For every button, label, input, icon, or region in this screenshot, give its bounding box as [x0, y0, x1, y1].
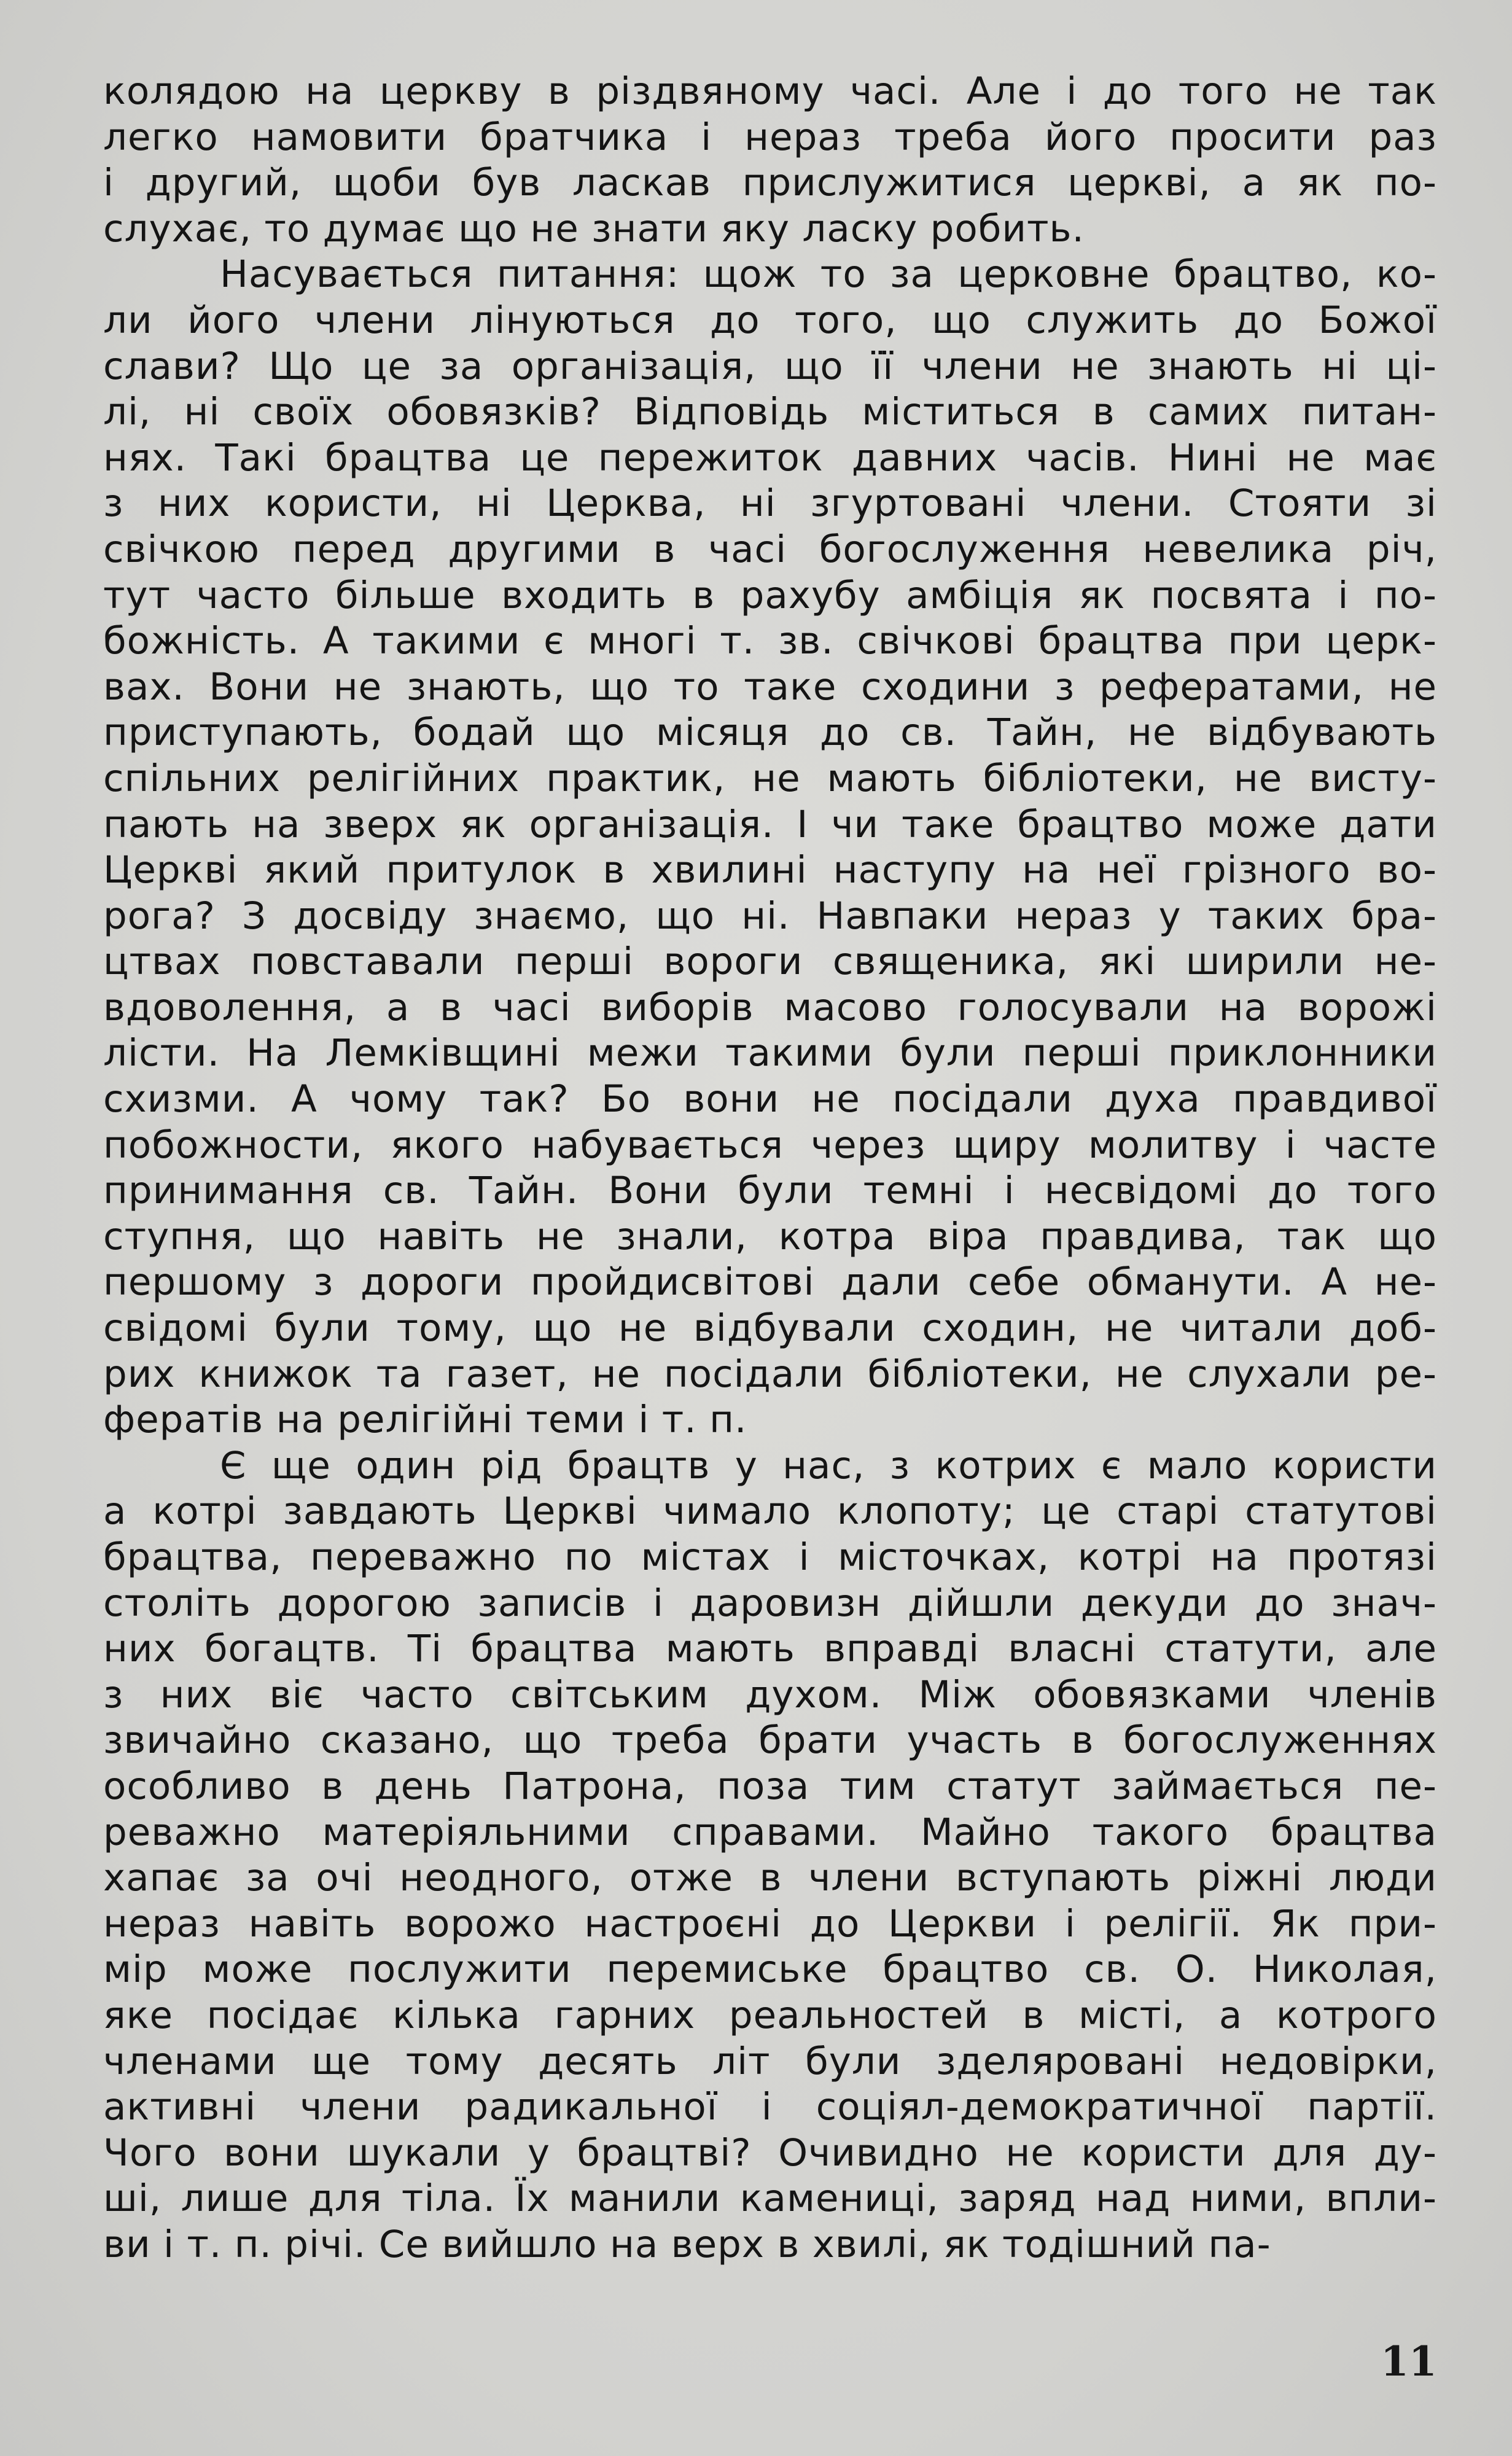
text-line: схизми. А чому так? Бо вони не посідали духа правдивої	[103, 1077, 1437, 1121]
text-line: фератів на релігійні теми і т. п.	[103, 1398, 747, 1442]
text-line: слави? Що це за організація, що її члени не знають ні ці-	[103, 344, 1437, 388]
text-line: божність. А такими є многі т. зв. свічкові брацтва при церк-	[103, 619, 1437, 663]
text-line: рих книжок та газет, не посідали бібліотеки, не слухали ре-	[103, 1352, 1437, 1396]
text-line: пають на зверх як організація. І чи таке брацтво може дати	[103, 802, 1437, 846]
text-line: активні члени радикальної і соціял-демократичної партії.	[103, 2085, 1437, 2129]
text-line: яке посідає кілька гарних реальностей в місті, а котрого	[103, 1993, 1437, 2037]
text-line: століть дорогою записів і даровизн дійшли декуди до знач-	[103, 1581, 1437, 1625]
paragraph	[103, 69, 1437, 252]
text-line: Насувається питання: щож то за церковне брацтво, ко-	[220, 252, 1437, 297]
text-line: брацтва, переважно по містах і місточках, котрі на протязі	[103, 1535, 1437, 1579]
text-line: ступня, що навіть не знали, котра віра правдива, так що	[103, 1214, 1437, 1258]
text-line: а котрі завдають Церкві чимало клопоту; це старі статутові	[103, 1489, 1437, 1534]
text-line: ли його члени лінуються до того, що служить до Божої	[103, 298, 1437, 342]
text-line: спільних релігійних практик, не мають бібліотеки, не висту-	[103, 756, 1437, 800]
text-line: принимання св. Тайн. Вони були темні і несвідомі до того	[103, 1169, 1437, 1213]
text-line: колядою на церкву в різдвяному часі. Але і до того не так	[103, 69, 1437, 113]
text-line: приступають, бодай що місяця до св. Тайн, не відбувають	[103, 711, 1437, 755]
text-line: них богацтв. Ті брацтва мають вправді власні статути, але	[103, 1627, 1437, 1671]
text-line: членами ще тому десять літ були зделяровані недовірки,	[103, 2039, 1437, 2083]
text-line: лісти. На Лемківщині межи такими були перші приклонники	[103, 1031, 1437, 1075]
text-line: реважно матеріяльними справами. Майно такого брацтва	[103, 1810, 1437, 1854]
text-line: нераз навіть ворожо настроєні до Церкви і релігії. Як при-	[103, 1901, 1437, 1946]
text-line: хапає за очі неодного, отже в члени вступають ріжні люди	[103, 1856, 1437, 1900]
text-line: Чого вони шукали у брацтві? Очивидно не користи для ду-	[103, 2130, 1437, 2175]
text-line: легко намовити братчика і нераз треба його просити раз	[103, 115, 1437, 159]
text-line: лі, ні своїх обовязків? Відповідь міститься в самих питан-	[103, 390, 1437, 434]
text-line: свічкою перед другими в часі богослуження невелика річ,	[103, 527, 1437, 571]
text-line: слухає, то думає що не знати яку ласку робить.	[103, 206, 1085, 251]
text-line: першому з дороги пройдисвітові дали себе обманути. А не-	[103, 1260, 1437, 1304]
text-line: з них користи, ні Церква, ні згуртовані члени. Стояти зі	[103, 481, 1437, 526]
text-line: з них віє часто світським духом. Між обовязками членів	[103, 1672, 1437, 1717]
text-line: вдоволення, а в часі виборів масово голосували на ворожі	[103, 985, 1437, 1029]
text-line: ви і т. п. річі. Се вийшло на верх в хвилі, як тодішний па-	[103, 2222, 1271, 2266]
text-line: побожности, якого набувається через щиру молитву і часте	[103, 1123, 1437, 1167]
page-number: 11	[1381, 2337, 1437, 2385]
text-line: свідомі були тому, що не відбували сходин, не читали доб-	[103, 1306, 1437, 1351]
text-line: і другий, щоби був ласкав прислужитися церкві, а як по-	[103, 161, 1437, 205]
text-line: Є ще один рід брацтв у нас, з котрих є мало користи	[220, 1443, 1437, 1487]
paragraph	[103, 1443, 1437, 2268]
text-line: рога? З досвіду знаємо, що ні. Навпаки нераз у таких бра-	[103, 894, 1437, 938]
text-line: звичайно сказано, що треба брати участь в богослуженнях	[103, 1718, 1437, 1763]
text-line: особливо в день Патрона, поза тим статут займається пе-	[103, 1764, 1437, 1808]
text-line: тут часто більше входить в рахубу амбіція як посвята і по-	[103, 573, 1437, 617]
text-line: мір може послужити перемиське брацтво св. О. Николая,	[103, 1947, 1437, 1992]
text-line: нях. Такі брацтва це пережиток давних часів. Нині не має	[103, 435, 1437, 480]
text-line: цтвах повставали перші вороги священика, які ширили не-	[103, 940, 1437, 984]
body-text	[103, 69, 1437, 2268]
text-line: ші, лише для тіла. Їх манили камениці, заряд над ними, впли-	[103, 2177, 1437, 2221]
text-line: Церкві який притулок в хвилині наступу на неї грізного во-	[103, 848, 1437, 892]
paragraph	[103, 252, 1437, 1443]
text-line: вах. Вони не знають, що то таке сходини з рефератами, не	[103, 665, 1437, 709]
